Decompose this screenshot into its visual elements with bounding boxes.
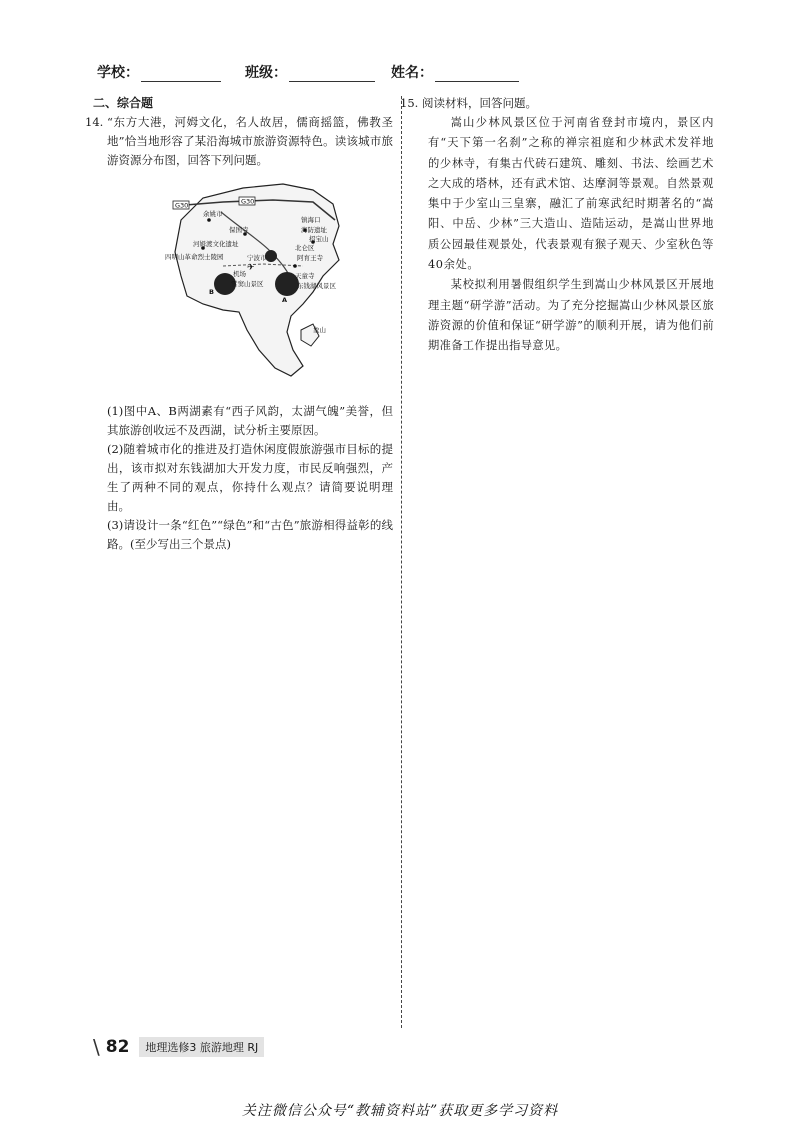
name-blank (435, 65, 519, 82)
map-label: 保国寺 (229, 226, 249, 234)
map-point (207, 218, 211, 222)
route-label: G30 (175, 201, 189, 210)
name-field (391, 62, 519, 82)
school-field (97, 62, 221, 82)
map-point (293, 264, 297, 268)
map-label: 海防遗址 (301, 226, 327, 234)
footer-slash-icon: \ (93, 1035, 100, 1059)
class-label: 班级： (245, 65, 287, 81)
book-title: 地理选修3 旅游地理 RJ (139, 1037, 264, 1057)
school-blank (141, 65, 221, 82)
reading-material (408, 113, 714, 357)
ningbo-city-marker (265, 250, 277, 262)
map-label: 象山 (313, 326, 326, 334)
school-label: 学校： (97, 65, 139, 81)
question-prompt: 阅读材料，回答问题。 (422, 96, 537, 110)
question-number: 15. (400, 96, 419, 110)
bottom-note: 关注微信公众号“教辅资料站”获取更多学习资料 (241, 1103, 559, 1119)
column-divider (401, 96, 402, 1028)
question-14 (85, 113, 393, 554)
map-label: 东钱湖风景区 (297, 282, 336, 290)
route-label: G30 (241, 197, 255, 206)
class-blank (289, 65, 375, 82)
map-label: 四明山革命烈士陵园 (165, 253, 224, 261)
right-column (400, 94, 714, 357)
page-footer (93, 1035, 283, 1059)
task-text: 某校拟利用暑假组织学生到嵩山少林风景区开展地理主题“研学游”活动。为了充分挖掘嵩山少林风景区旅游资源的价值和保证“研学游”的顺利开展，请为他们前期准备工作提出指导意见。 (428, 278, 714, 353)
subquestion-3: (3)请设计一条“红色”“绿色”和“古色”旅游相得益彰的线路。(至少写出三个景点) (107, 518, 393, 551)
question-intro: “东方大港，河姆文化，名人故居，儒商摇篮，佛教圣地”恰当地形容了某沿海城市旅游资源特色。读该城市旅游资源分布图，回答下列问题。 (107, 115, 393, 167)
map-label: 天童寺 (295, 272, 315, 280)
student-info-header (97, 62, 657, 86)
tourism-map-container (107, 180, 393, 402)
map-label: 雪窦山景区 (231, 280, 264, 288)
map-label: 河姆渡文化遗址 (193, 240, 239, 248)
map-label: 余姚市 (203, 210, 223, 218)
airplane-icon: ✈ (247, 263, 255, 273)
subquestion-1: (1)图中A、B两湖素有“西子风韵，太湖气魄”美誉，但其旅游创收远不及西湖，试分析主要原因。 (107, 404, 393, 437)
material-text: 嵩山少林风景区位于河南省登封市境内，景区内有“天下第一名刹”之称的禅宗祖庭和少林武术发祥地的少林寺，有集古代砖石建筑、雕刻、书法、绘画艺术之大成的塔林，还有武术馆、达摩洞等景观。自然景观集中于少室山三皇寨，融汇了前寒武纪时期著名的“嵩阳、中岳、少林”三大造山、造陆运动，是嵩山世界地质公园最佳观景处，代表景观有猴子观天、少室秋色等40余处。 (428, 116, 714, 272)
map-label: 北仑区 (295, 244, 315, 252)
subquestion-2: (2)随着城市化的推进及打造休闲度假旅游强市目标的提出，该市拟对东钱湖加大开发力度，市民反响强烈，产生了两种不同的观点，你持什么观点？请简要说明理由。 (107, 442, 393, 513)
page-number: 82 (105, 1037, 130, 1057)
map-label: 阿育王寺 (297, 254, 323, 262)
question-number: 14. (85, 115, 104, 129)
question-15 (400, 94, 714, 113)
tourism-resource-map (163, 180, 351, 380)
section-title: 二、综合题 (93, 96, 154, 110)
class-field (245, 62, 375, 82)
lake-label-a: A (282, 296, 288, 304)
map-label: 镇海口 (301, 216, 321, 224)
lake-label-b: B (209, 288, 214, 296)
map-label: 宁波市 (247, 254, 267, 262)
name-label: 姓名： (391, 65, 433, 81)
map-label: 机场 (233, 270, 246, 278)
left-column (85, 94, 393, 554)
map-label: 招宝山 (309, 235, 329, 243)
